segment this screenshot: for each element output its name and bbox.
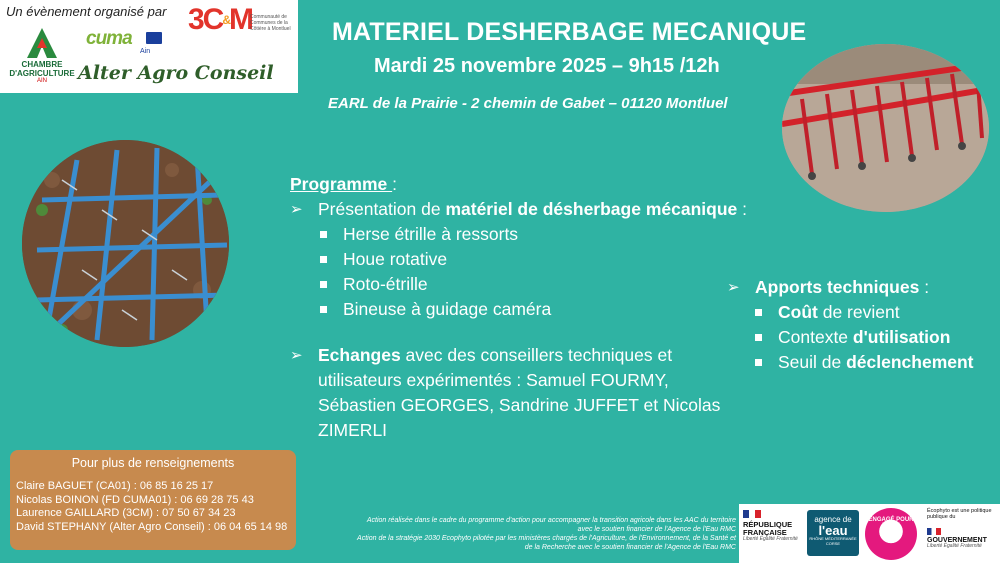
apports-heading: ➢ Apports techniques : <box>727 275 997 300</box>
eu-flag-icon <box>146 32 162 44</box>
chambre-line2: D'AGRICULTURE <box>9 69 75 78</box>
alter-agro-conseil-logo: Alter Agro Conseil <box>78 62 274 84</box>
presentation-item: ➢ Présentation de matériel de désherbage mécanique : <box>290 197 790 222</box>
agence-eau-logo: agence de l'eau RHÔNE MÉDITERRANÉE CORSE <box>807 510 859 556</box>
french-flag-icon <box>927 528 941 535</box>
3cm-subtitle: Communauté de Communes de la Côtière à Montluel <box>250 14 291 32</box>
square-bullet-icon <box>320 256 327 263</box>
list-item: Houe rotative <box>290 247 790 272</box>
organizer-line: Un évènement organisé par <box>6 4 167 19</box>
chambre-agriculture-logo <box>6 26 78 88</box>
event-title: MATERIEL DESHERBAGE MECANIQUE <box>332 18 807 46</box>
list-item: Coût de revient <box>727 300 997 325</box>
list-item: Roto-étrille <box>290 272 790 297</box>
harrow-photo <box>22 140 229 347</box>
organizer-logos <box>0 0 298 93</box>
apports-section <box>727 275 997 375</box>
square-bullet-icon <box>755 359 762 366</box>
event-date: Mardi 25 novembre 2025 – 9h15 /12h <box>374 55 720 77</box>
cuma-sub: Ain <box>140 48 151 55</box>
weeder-photo <box>782 44 989 212</box>
cuma-logo <box>86 28 166 60</box>
contact-box <box>10 450 296 550</box>
arrow-bullet-icon: ➢ <box>727 279 740 296</box>
programme-heading: Programme : <box>290 174 397 194</box>
list-item: Bineuse à guidage caméra <box>290 297 790 322</box>
arrow-bullet-icon: ➢ <box>290 347 303 364</box>
3cm-logo <box>188 4 292 54</box>
list-item: Contexte d'utilisation <box>727 325 997 350</box>
ecophyto-gouvernement-logo: Écophyto est une politique publique du GOUVERNEMENT Liberté Égalité Fraternité <box>927 508 992 549</box>
contact-heading: Pour plus de renseignements <box>71 456 235 470</box>
funding-footnote: Action réalisée dans le cadre du programme d'action pour accompagner la transition agricole dans les AAC du territoire avec le soutien financier de l'Agence de l'Eau RMC Action de la stratégie 2030 Ecophyto pilotée par les ministères chargés de l'Agriculture, de l'Environnement, de la Santé et de la Recherche avec le soutien financier de l'Agence de l'Eau RMC <box>357 517 736 551</box>
chambre-agriculture-mark-icon <box>25 26 59 60</box>
echanges-section: ➢ Echanges avec des conseillers techniques et utilisateurs expérimentés : Samuel FOURMY, Sébastien GEORGES, Sandrine JUFFET et Nicolas ZIMERLI <box>290 343 730 443</box>
square-bullet-icon <box>320 306 327 313</box>
event-address: EARL de la Prairie - 2 chemin de Gabet – 01120 Montluel <box>328 95 728 112</box>
engage-pour-eau-logo: ENGAGÉ POUR L'EAU <box>865 508 917 560</box>
chambre-line1: CHAMBRE <box>21 60 63 69</box>
contact-line: David STEPHANY (Alter Agro Conseil) : 06 04 65 14 98 <box>16 520 288 533</box>
contact-line: Laurence GAILLARD (3CM) : 07 50 67 34 23 <box>16 507 236 519</box>
chambre-line3: AIN <box>36 78 47 84</box>
contact-line: Nicolas BOINON (FD CUMA01) : 06 69 28 75 43 <box>16 493 254 506</box>
partner-logos <box>739 504 1000 563</box>
list-item: Seuil de déclenchement <box>727 350 997 375</box>
square-bullet-icon <box>755 334 762 341</box>
list-item: Herse étrille à ressorts <box>290 222 790 247</box>
square-bullet-icon <box>320 281 327 288</box>
french-flag-icon <box>743 510 761 518</box>
republique-francaise-logo: RÉPUBLIQUE FRANÇAISE Liberté Égalité Fraternité <box>743 510 805 543</box>
programme-section <box>290 172 790 322</box>
square-bullet-icon <box>755 309 762 316</box>
3cm-mark: 3C&M <box>188 3 253 36</box>
arrow-bullet-icon: ➢ <box>290 201 303 218</box>
cuma-word: cuma <box>86 28 132 49</box>
contact-line: Claire BAGUET (CA01) : 06 85 16 25 17 <box>16 480 214 492</box>
square-bullet-icon <box>320 231 327 238</box>
